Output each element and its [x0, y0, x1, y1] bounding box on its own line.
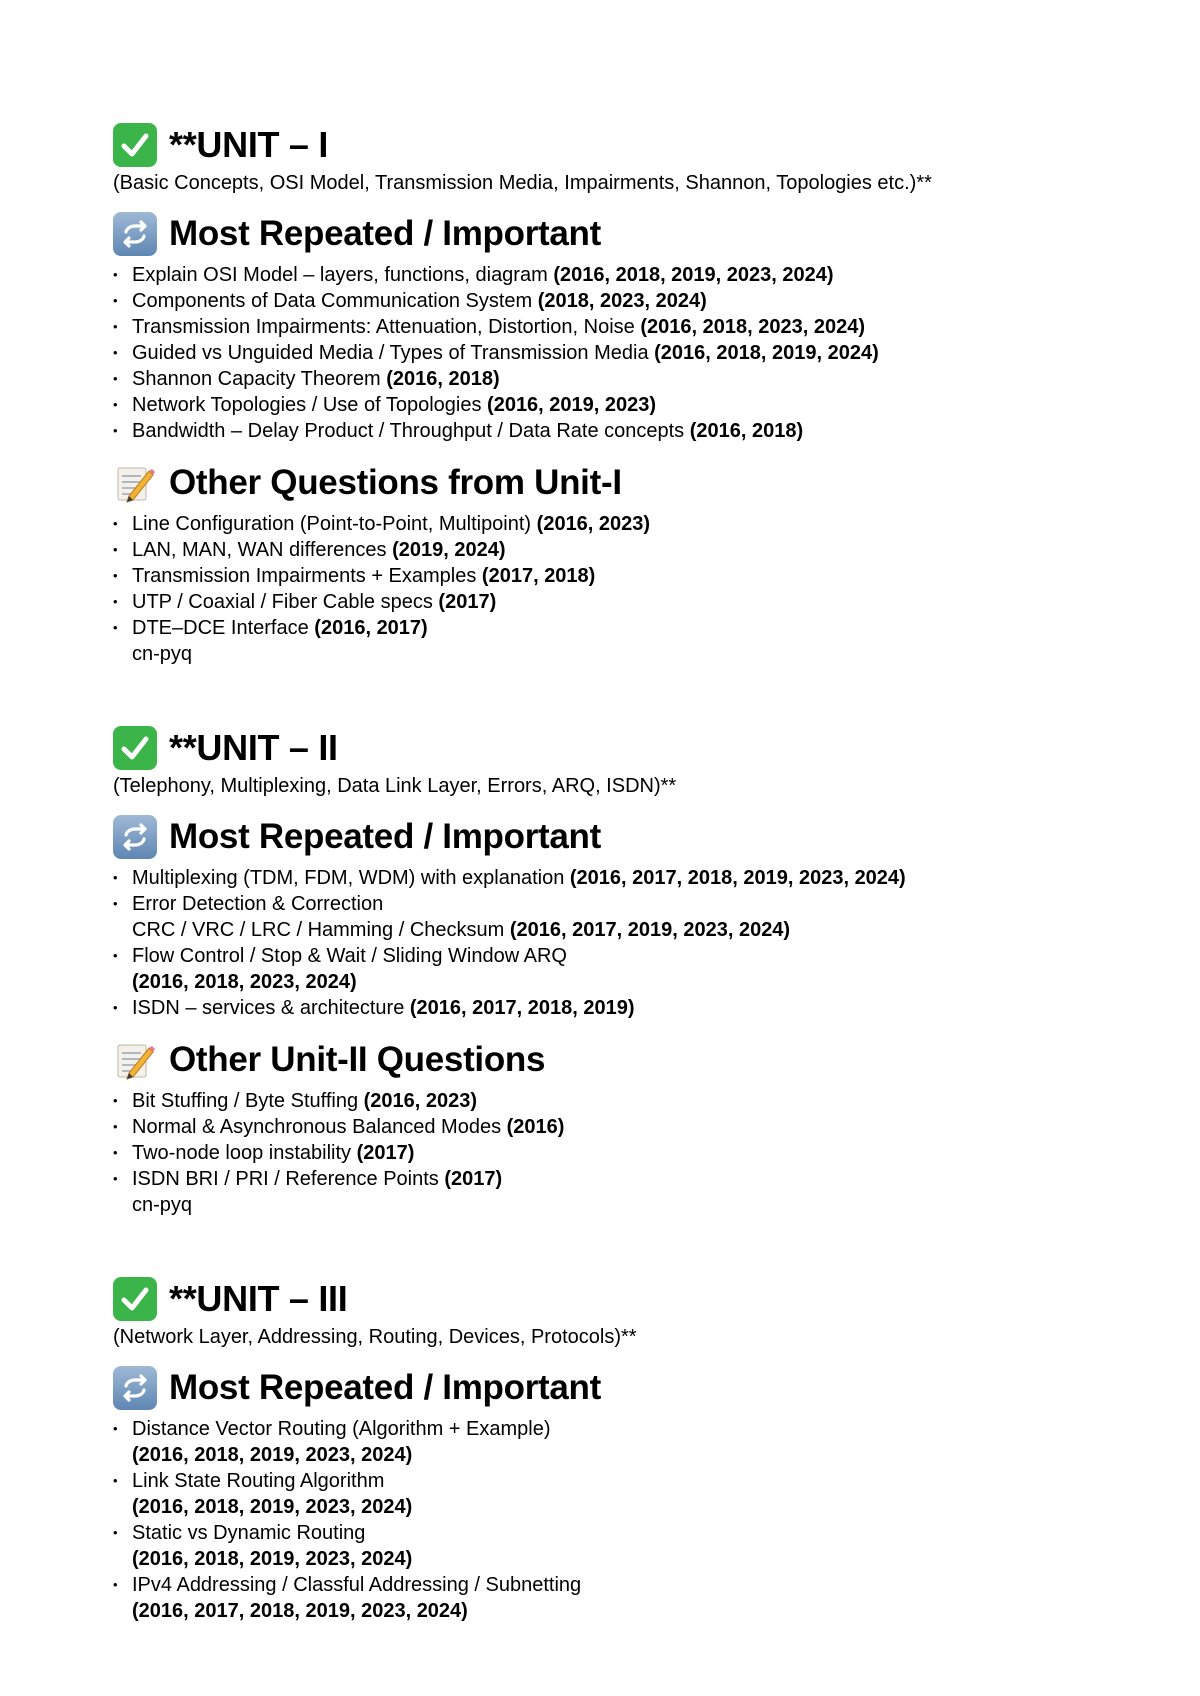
question-text: Transmission Impairments: Attenuation, Distortion, Noise [132, 316, 641, 338]
question-text: Error Detection & Correction [132, 893, 384, 915]
other-questions-heading [113, 1036, 1113, 1084]
question-years: (2017) [438, 591, 497, 613]
question-text: Explain OSI Model – layers, functions, diagram [132, 264, 554, 286]
memo-icon [113, 1038, 157, 1082]
question-item [113, 314, 1113, 340]
question-item [113, 1416, 1113, 1468]
question-item [113, 865, 1113, 891]
question-text: UTP / Coaxial / Fiber Cable specs [132, 591, 439, 613]
unit-title: **UNIT – I [169, 124, 329, 165]
repeat-icon [113, 815, 157, 859]
question-item [113, 589, 1113, 615]
question-text: Shannon Capacity Theorem [132, 368, 387, 390]
question-years: (2016, 2017, 2018, 2019, 2023, 2024) [569, 867, 906, 889]
question-item [113, 891, 1113, 943]
question-years: (2017) [356, 1142, 415, 1164]
unit-section [113, 120, 1113, 667]
unit-heading [113, 1274, 1113, 1324]
question-years: (2017) [444, 1168, 503, 1190]
question-item [113, 1468, 1113, 1520]
important-questions-list [113, 262, 1113, 444]
question-years: (2016, 2018, 2023, 2024) [132, 971, 357, 993]
other-questions-list [113, 511, 1113, 641]
question-text: Two-node loop instability [132, 1142, 357, 1164]
repeat-icon [113, 212, 157, 256]
question-item [113, 943, 1113, 995]
unit-subtitle: (Telephony, Multiplexing, Data Link Layer, Errors, ARQ, ISDN)** [113, 775, 677, 797]
important-heading [113, 1364, 1113, 1412]
unit-section [113, 723, 1113, 1218]
question-text: Distance Vector Routing (Algorithm + Example) [132, 1418, 551, 1440]
question-years: (2016, 2017, 2019, 2023, 2024) [509, 919, 791, 941]
question-item [113, 511, 1113, 537]
question-item [113, 995, 1113, 1021]
unit-section [113, 1274, 1113, 1624]
unit-title: **UNIT – II [169, 727, 338, 768]
section-tag: cn-pyq [132, 1194, 193, 1216]
question-text: Link State Routing Algorithm [132, 1470, 385, 1492]
question-item [113, 340, 1113, 366]
question-years: (2016, 2023) [536, 513, 651, 535]
question-years: (2016, 2019, 2023) [487, 394, 657, 416]
question-years: (2016, 2018, 2019, 2023, 2024) [132, 1444, 413, 1466]
question-years: (2016, 2018, 2019, 2024) [654, 342, 879, 364]
question-years: (2017, 2018) [481, 565, 596, 587]
question-years: (2016, 2018, 2019, 2023, 2024) [132, 1496, 413, 1518]
question-item [113, 563, 1113, 589]
question-years: (2016, 2023) [363, 1090, 478, 1112]
important-questions-list [113, 865, 1113, 1021]
check-mark-icon [113, 1277, 157, 1321]
question-item [113, 1114, 1113, 1140]
question-text: Components of Data Communication System [132, 290, 538, 312]
unit-heading [113, 120, 1113, 170]
question-years: (2016, 2017, 2018, 2019) [409, 997, 635, 1019]
question-item [113, 615, 1113, 641]
important-heading [113, 210, 1113, 258]
question-text: Bit Stuffing / Byte Stuffing [132, 1090, 364, 1112]
unit-subtitle: (Network Layer, Addressing, Routing, Devices, Protocols)** [113, 1326, 637, 1348]
question-item [113, 537, 1113, 563]
important-heading [113, 813, 1113, 861]
question-text: Multiplexing (TDM, FDM, WDM) with explanation [132, 867, 570, 889]
question-text: ISDN BRI / PRI / Reference Points [132, 1168, 445, 1190]
question-years: (2016, 2018, 2019, 2023, 2024) [553, 264, 834, 286]
other-questions-title: Other Unit-II Questions [169, 1040, 546, 1079]
question-text: Line Configuration (Point-to-Point, Multipoint) [132, 513, 537, 535]
question-item [113, 262, 1113, 288]
question-continuation [132, 1546, 1113, 1572]
question-text: Network Topologies / Use of Topologies [132, 394, 488, 416]
question-item [113, 288, 1113, 314]
question-years: (2018, 2023, 2024) [537, 290, 707, 312]
question-years: (2016, 2017) [314, 617, 428, 639]
question-years: (2016) [506, 1116, 565, 1138]
other-questions-heading [113, 459, 1113, 507]
question-continuation [132, 1598, 1113, 1624]
unit-title: **UNIT – III [169, 1278, 348, 1319]
question-item [113, 1520, 1113, 1572]
question-item [113, 418, 1113, 444]
memo-icon [113, 461, 157, 505]
unit-subtitle: (Basic Concepts, OSI Model, Transmission Media, Impairments, Shannon, Topologies etc.)** [113, 172, 932, 194]
question-item [113, 366, 1113, 392]
question-text: LAN, MAN, WAN differences [132, 539, 393, 561]
question-text: DTE–DCE Interface [132, 617, 315, 639]
important-title: Most Repeated / Important [169, 214, 601, 253]
question-text: IPv4 Addressing / Classful Addressing / Subnetting [132, 1574, 582, 1596]
question-text: ISDN – services & architecture [132, 997, 410, 1019]
question-continuation [132, 917, 1113, 943]
question-item [113, 392, 1113, 418]
question-item [113, 1166, 1113, 1192]
question-text: Static vs Dynamic Routing [132, 1522, 366, 1544]
unit-heading [113, 723, 1113, 773]
repeat-icon [113, 1366, 157, 1410]
important-title: Most Repeated / Important [169, 1368, 601, 1407]
question-years: (2016, 2018, 2019, 2023, 2024) [132, 1548, 413, 1570]
check-mark-icon [113, 726, 157, 770]
question-text: Flow Control / Stop & Wait / Sliding Window ARQ [132, 945, 567, 967]
document-page [113, 120, 1113, 1624]
question-text: Transmission Impairments + Examples [132, 565, 482, 587]
question-years: (2016, 2017, 2018, 2019, 2023, 2024) [132, 1600, 468, 1622]
question-item [113, 1088, 1113, 1114]
important-questions-list [113, 1416, 1113, 1624]
check-mark-icon [113, 123, 157, 167]
question-years: (2019, 2024) [392, 539, 506, 561]
other-questions-title: Other Questions from Unit-I [169, 463, 622, 502]
important-title: Most Repeated / Important [169, 817, 601, 856]
question-years: (2016, 2018, 2023, 2024) [640, 316, 865, 338]
question-continuation [132, 969, 1113, 995]
question-item [113, 1140, 1113, 1166]
question-years: (2016, 2018) [386, 368, 500, 390]
question-continuation [132, 1494, 1113, 1520]
question-continuation [132, 1442, 1113, 1468]
other-questions-list [113, 1088, 1113, 1192]
question-text-line2: CRC / VRC / LRC / Hamming / Checksum [132, 919, 510, 941]
question-text: Bandwidth – Delay Product / Throughput / Data Rate concepts [132, 420, 690, 442]
section-tag: cn-pyq [132, 643, 193, 665]
question-item [113, 1572, 1113, 1624]
question-years: (2016, 2018) [689, 420, 804, 442]
question-text: Guided vs Unguided Media / Types of Transmission Media [132, 342, 655, 364]
question-text: Normal & Asynchronous Balanced Modes [132, 1116, 507, 1138]
